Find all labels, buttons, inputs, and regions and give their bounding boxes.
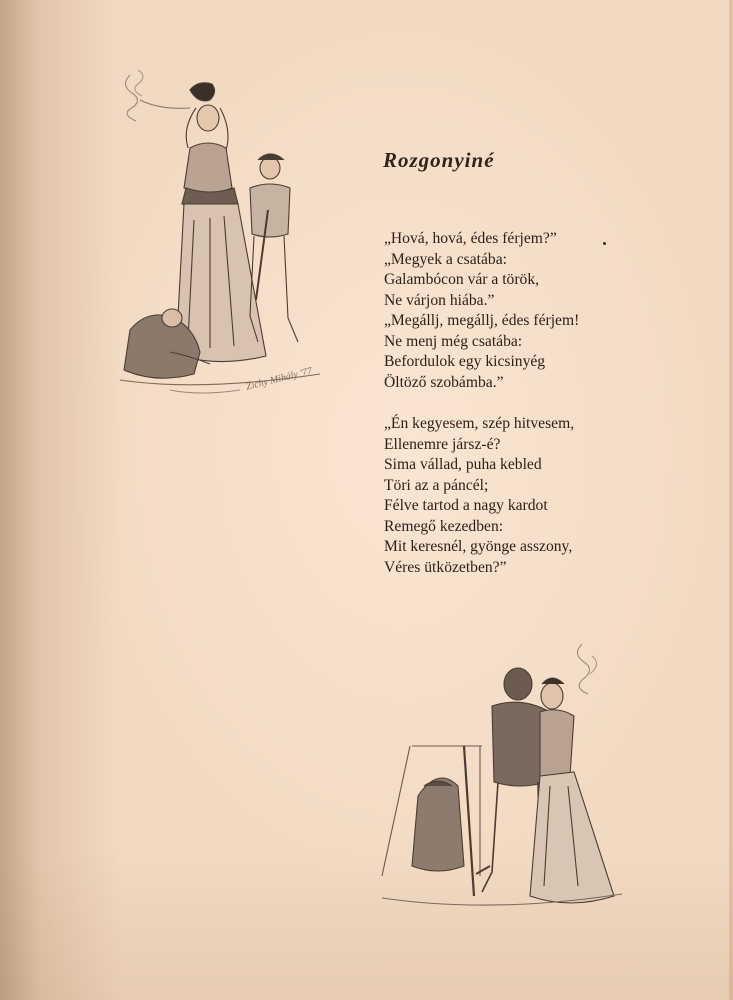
verse-line: Ellenemre jársz-é? [384, 435, 501, 453]
stanza-2 [384, 414, 574, 578]
verse-line: Töri az a páncél; [384, 476, 489, 494]
verse-line: Öltöző szobámba.” [384, 373, 504, 391]
verse-line: „Hová, hová, édes férjem?” [384, 230, 557, 247]
artist-signature: Zichy Mihály '77 [245, 365, 314, 393]
verse-line: Ne várjon hiába.” [384, 291, 495, 309]
verse-line: Galambócon vár a török, [384, 271, 540, 288]
stanza-1 [384, 229, 579, 393]
verse-line: Félve tartod a nagy kardot [384, 497, 548, 514]
verse-line: Véres ütközetben?” [384, 558, 507, 576]
verse-line: Mit keresnél, gyönge asszony, [384, 538, 573, 555]
verse-line: „Megyek a csatába: [384, 250, 507, 268]
verse-line: Befordulok egy kicsinyég [384, 353, 546, 370]
print-mark [603, 242, 606, 245]
bottom-engraving [372, 636, 630, 924]
verse-line: Sima vállad, puha kebled [384, 456, 542, 473]
verse-line: Remegő kezedben: [384, 517, 504, 535]
verse-line: „Megállj, megállj, édes férjem! [384, 312, 580, 329]
verse-line: „Én kegyesem, szép hitvesem, [384, 415, 575, 432]
poem-title: Rozgonyiné [383, 148, 495, 172]
verse-line: Ne menj még csatába: [384, 332, 523, 350]
